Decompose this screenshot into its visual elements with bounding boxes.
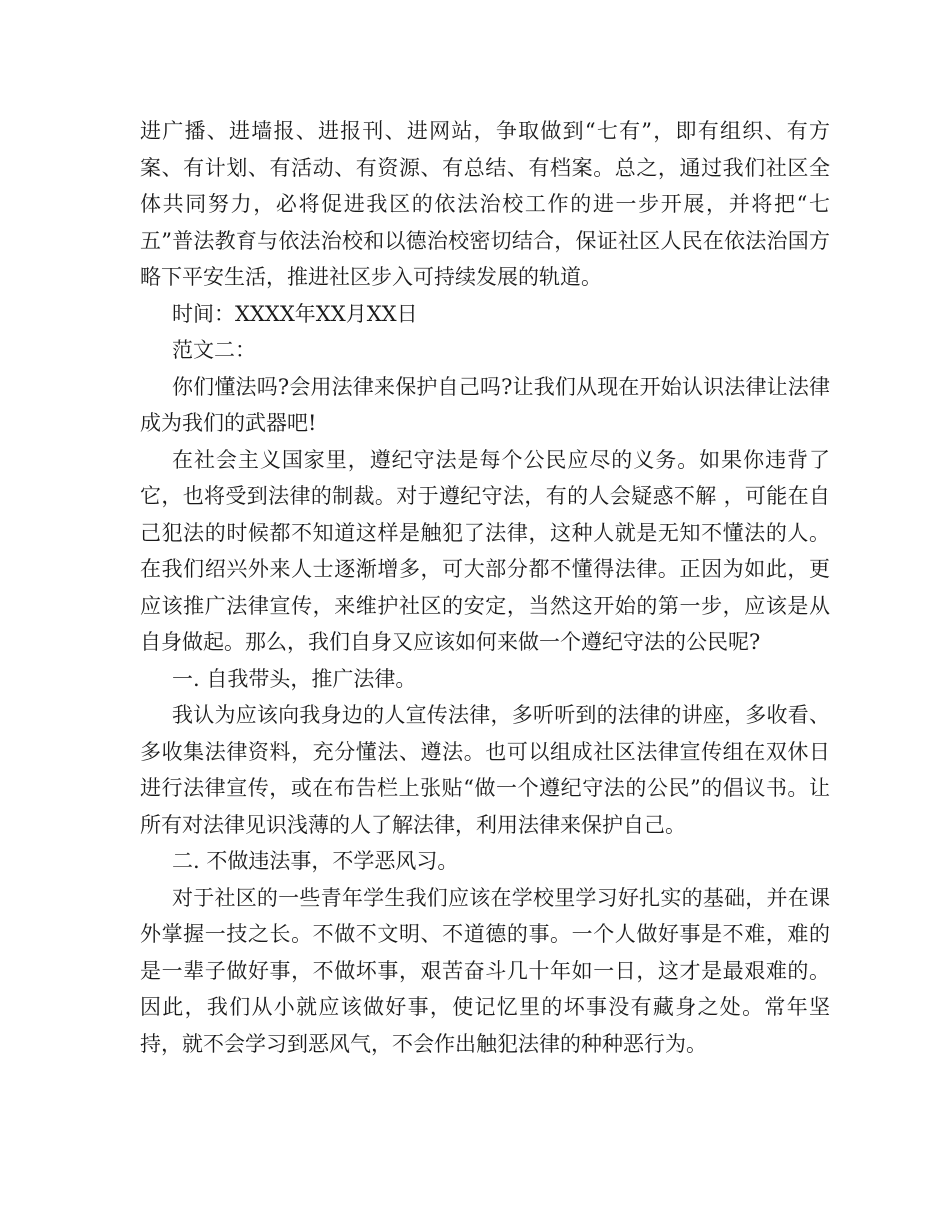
document-body bbox=[140, 113, 830, 1062]
paragraph-date: 时间：XXXX年XX月XX日 bbox=[172, 301, 418, 326]
paragraph-sample-two-heading: 范文二： bbox=[172, 338, 256, 362]
paragraph-law-abiding-duty: 在社会主义国家里，遵纪守法是每个公民应尽的义务。如果你违背了它，也将受到法律的制裁。对于遵纪守法，有的人会疑惑不解 ，可能在自己犯法的时候都不知道这样是触犯了法律，这种人就是无知不懂法的人。在我们绍兴外来人士逐渐增多，可大部分都不懂得法律。正因为如此，更应该推广法律宣传，来维护社区的安定，当然这开始的第一步，应该是从自身做起。那么，我们自身又应该如何来做一个遵纪守法的公民呢? bbox=[140, 447, 830, 654]
paragraph-promote-law: 我认为应该向我身边的人宣传法律，多听听到的法律的讲座，多收看、多收集法律资料，充分懂法、遵法。也可以组成社区法律宣传组在双休日进行法律宣传，或在布告栏上张贴“做一个遵纪守法的公民”的倡议书。让所有对法律见识浅薄的人了解法律，利用法律来保护自己。 bbox=[140, 703, 830, 837]
paragraph-no-bad-habits: 对于社区的一些青年学生我们应该在学校里学习好扎实的基础，并在课外掌握一技之长。不做不文明、不道德的事。一个人做好事是不难，难的是一辈子做好事，不做坏事，艰苦奋斗几十年如一日，这才是最艰难的。因此，我们从小就应该做好事，使记忆里的坏事没有藏身之处。常年坚持，就不会学习到恶风气，不会作出触犯法律的种种恶行为。 bbox=[140, 885, 830, 1056]
paragraph-intro-question: 你们懂法吗?会用法律来保护自己吗?让我们从现在开始认识法律让法律成为我们的武器吧! bbox=[140, 374, 830, 435]
section-heading-two: 二. 不做违法事，不学恶风习。 bbox=[172, 849, 459, 873]
section-heading-one: 一. 自我带头，推广法律。 bbox=[172, 666, 417, 691]
paragraph-seven-haves: 进广播、进墙报、进报刊、进网站，争取做到“七有”，即有组织、有方案、有计划、有活动、有资源、有总结、有档案。总之，通过我们社区全体共同努力，必将促进我区的依法治校工作的进一步开展，并将把“七五”普法教育与依法治校和以德治校密切结合，保证社区人民在依法治国方略下平安生活，推进社区步入可持续发展的轨道。 bbox=[140, 119, 830, 289]
